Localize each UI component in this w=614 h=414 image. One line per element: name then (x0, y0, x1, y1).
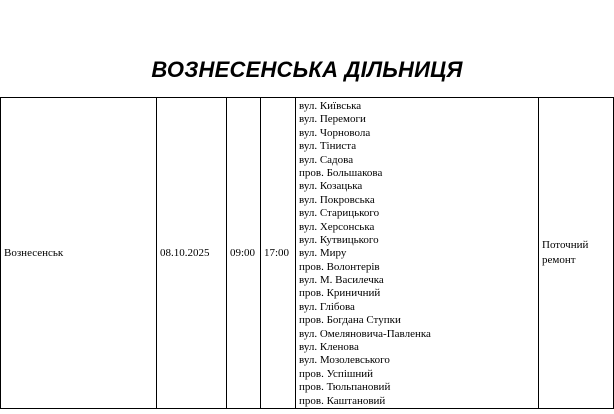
street-item: пров. Успішний (299, 367, 374, 380)
date-cell: 08.10.2025 (157, 98, 227, 409)
start-time-cell: 09:00 (227, 98, 261, 409)
street-item: вул. Кутвицького (299, 233, 379, 246)
street-item: вул. Омеляновича-Павленка (299, 327, 431, 340)
outage-schedule-table (0, 97, 614, 409)
street-item: вул. Старицького (299, 207, 380, 220)
section-title: ВОЗНЕСЕНСЬКА ДІЛЬНИЦЯ (151, 57, 463, 82)
street-item: пров. Каштановий (299, 394, 386, 407)
street-item: пров. Богдана Ступки (299, 314, 401, 327)
streets-cell (296, 98, 539, 409)
street-item: вул. Миру (299, 247, 347, 260)
street-item: вул. Покровська (299, 193, 375, 206)
table-row (1, 98, 614, 409)
end-time-cell: 17:00 (261, 98, 296, 409)
streets-list (299, 100, 535, 408)
street-item: пров. Тюльпановий (299, 381, 391, 394)
street-item: вул. Тіниста (299, 140, 357, 153)
street-item: вул. Кленова (299, 341, 359, 354)
street-item: пров. Волонтерів (299, 260, 380, 273)
street-item: вул. Мозолевського (299, 354, 390, 367)
street-item: пров. Криничний (299, 287, 381, 300)
street-item: вул. Глібова (299, 300, 355, 313)
street-item: пров. Большакова (299, 166, 383, 179)
note-cell: Поточний ремонт (539, 98, 614, 409)
street-item: вул. Херсонська (299, 220, 375, 233)
street-item: вул. Перемоги (299, 113, 366, 126)
street-item: вул. М. Василечка (299, 274, 384, 287)
street-item: вул. Козацька (299, 180, 363, 193)
locality-cell: Вознесенськ (1, 98, 157, 409)
street-item: вул. Чорновола (299, 126, 371, 139)
street-item: вул. Київська (299, 100, 362, 112)
street-item: вул. Садова (299, 153, 354, 166)
